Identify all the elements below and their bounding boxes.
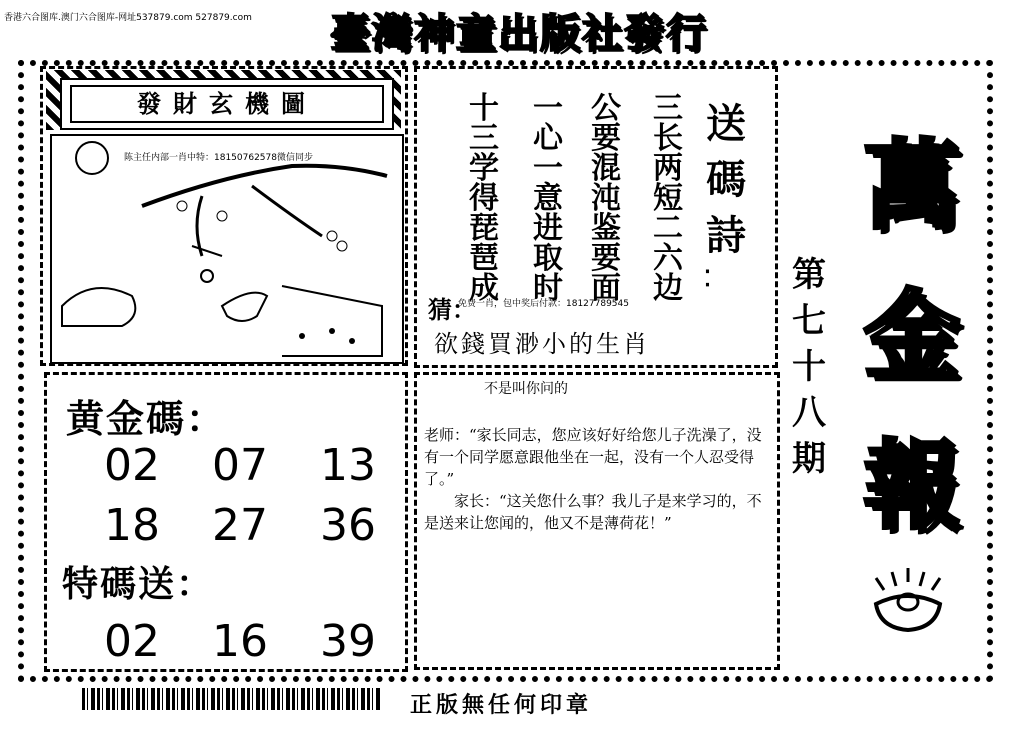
gold-label: 黄金碼： <box>66 396 227 441</box>
publisher-title: 臺灣神童出版社發行 <box>330 11 708 57</box>
painting-banner <box>60 78 394 130</box>
colon-icon: ⁚ <box>704 266 711 292</box>
story-paragraph: 家长：“这关您什么事？我儿子是来学习的，不是送来让您闻的，他又不是薄荷花！” <box>424 492 762 532</box>
big-char: 金 <box>864 280 960 392</box>
big-char: 萬 <box>864 130 960 242</box>
special-number: 02 <box>104 616 160 667</box>
story-body <box>424 424 774 534</box>
gold-number: 36 <box>320 500 376 551</box>
gold-number: 02 <box>104 440 160 491</box>
painting-illustration <box>52 136 402 362</box>
gold-number: 13 <box>320 440 376 491</box>
poem-line-1: 三长两短二六边 <box>653 91 683 306</box>
top-note: 香港六合图库.澳门六合图库-网址537879.com 527879.com <box>4 13 252 23</box>
issue-number: 第七十八期 <box>792 255 826 479</box>
poem-line-3: 一心一意进取时 <box>533 91 563 306</box>
guess-label: 猜： <box>428 295 476 324</box>
footer-text: 正版無任何印章 <box>410 692 593 718</box>
gold-number: 18 <box>104 500 160 551</box>
story-paragraph: 老师：“家长同志，您应该好好给您儿子洗澡了，没有一个同学愿意跟他坐在一起，没有一个人忍受得了。” <box>424 426 762 488</box>
riddle-text: 欲錢買渺小的生肖 <box>434 330 650 358</box>
barcode <box>82 688 382 710</box>
phone-note-1: 陈主任内部一肖中特：18150762578微信同步 <box>124 153 313 163</box>
special-label: 特碼送： <box>62 563 215 605</box>
gold-number: 27 <box>212 500 268 551</box>
special-number: 16 <box>212 616 268 667</box>
story-title: 不是叫你问的 <box>484 381 568 397</box>
poem-line-2: 公要混沌鉴要面 <box>591 91 621 306</box>
painting-title: 發財玄機圖 <box>70 85 384 123</box>
gold-number: 07 <box>212 440 268 491</box>
riddle-painting <box>50 134 404 364</box>
big-char: 報 <box>864 430 960 542</box>
special-number: 39 <box>320 616 376 667</box>
poem-line-4: 十三学得琵琶成 <box>469 91 499 306</box>
poem-title: 送碼詩 <box>706 100 746 259</box>
phone-note-2: 免费一肖，包中奖后付款：18127789545 <box>458 299 629 309</box>
gold-ingot-icon <box>870 568 946 638</box>
